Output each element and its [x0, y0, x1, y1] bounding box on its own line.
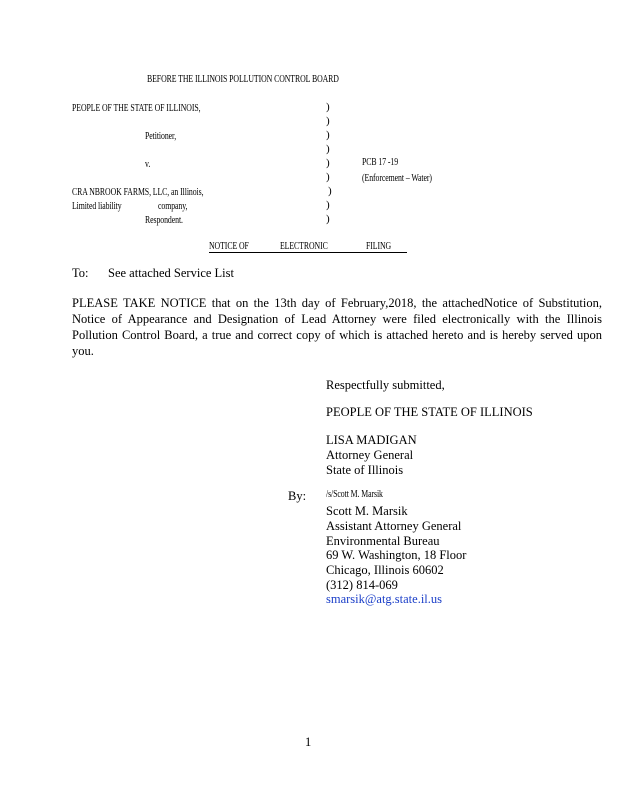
address-line2: Chicago, Illinois 60602 [326, 563, 444, 577]
versus-label: v. [145, 159, 151, 170]
board-title: BEFORE THE ILLINOIS POLLUTION CONTROL BOARD [147, 74, 339, 85]
respondent-name: CRA NBROOK FARMS, LLC, an Illinois, [72, 187, 204, 198]
caption-paren: ) [326, 171, 330, 183]
case-number: PCB 17 -19 [362, 157, 399, 168]
notice-title-word: NOTICE OF [209, 241, 249, 252]
ag-title: Attorney General [326, 448, 414, 462]
to-value: See attached Service List [108, 266, 234, 280]
caption-paren: ) [326, 129, 330, 141]
notice-title-word: ELECTRONIC [280, 241, 328, 252]
party-name: PEOPLE OF THE STATE OF ILLINOIS [326, 405, 533, 419]
ag-name: LISA MADIGAN [326, 433, 417, 447]
bureau: Environmental Bureau [326, 534, 440, 548]
by-label: By: [288, 489, 307, 503]
phone: (312) 814-069 [326, 578, 398, 592]
page-number: 1 [305, 735, 312, 749]
closing: Respectfully submitted, [326, 378, 445, 392]
notice-title-underline [209, 252, 407, 253]
complainant-name: PEOPLE OF THE STATE OF ILLINOIS, [72, 103, 201, 114]
caption-paren: ) [326, 143, 330, 155]
email-link[interactable]: smarsik@atg.state.il.us [326, 592, 443, 606]
signer-title: Assistant Attorney General [326, 519, 462, 533]
caption-paren: ) [326, 157, 330, 169]
caption-paren: ) [328, 185, 332, 197]
case-type: (Enforcement – Water) [362, 173, 432, 184]
signer-name: Scott M. Marsik [326, 504, 408, 518]
caption-paren: ) [326, 101, 330, 113]
respondent-label: Respondent. [145, 215, 183, 226]
caption-paren: ) [326, 213, 330, 225]
notice-body: PLEASE TAKE NOTICE that on the 13th day of February,2018, the attachedNotice of Substitution, Notice of Appearance and Designation of Lead Attorney were filed electronically with the Illinois Pollution Control Board, a true and correct copy of which is attached hereto and is hereby served upon you. [72, 296, 602, 358]
respondent-type-a: Limited liability [72, 201, 122, 212]
ag-state: State of Illinois [326, 463, 404, 477]
caption-paren: ) [326, 115, 330, 127]
electronic-signature: /s/Scott M. Marsik [326, 489, 383, 500]
address-line1: 69 W. Washington, 18 Floor [326, 548, 467, 562]
respondent-type-b: company, [158, 201, 188, 212]
to-label: To: [72, 266, 89, 280]
notice-title-word: FILING [366, 241, 392, 252]
caption-paren: ) [326, 199, 330, 211]
petitioner-label: Petitioner, [145, 131, 177, 142]
